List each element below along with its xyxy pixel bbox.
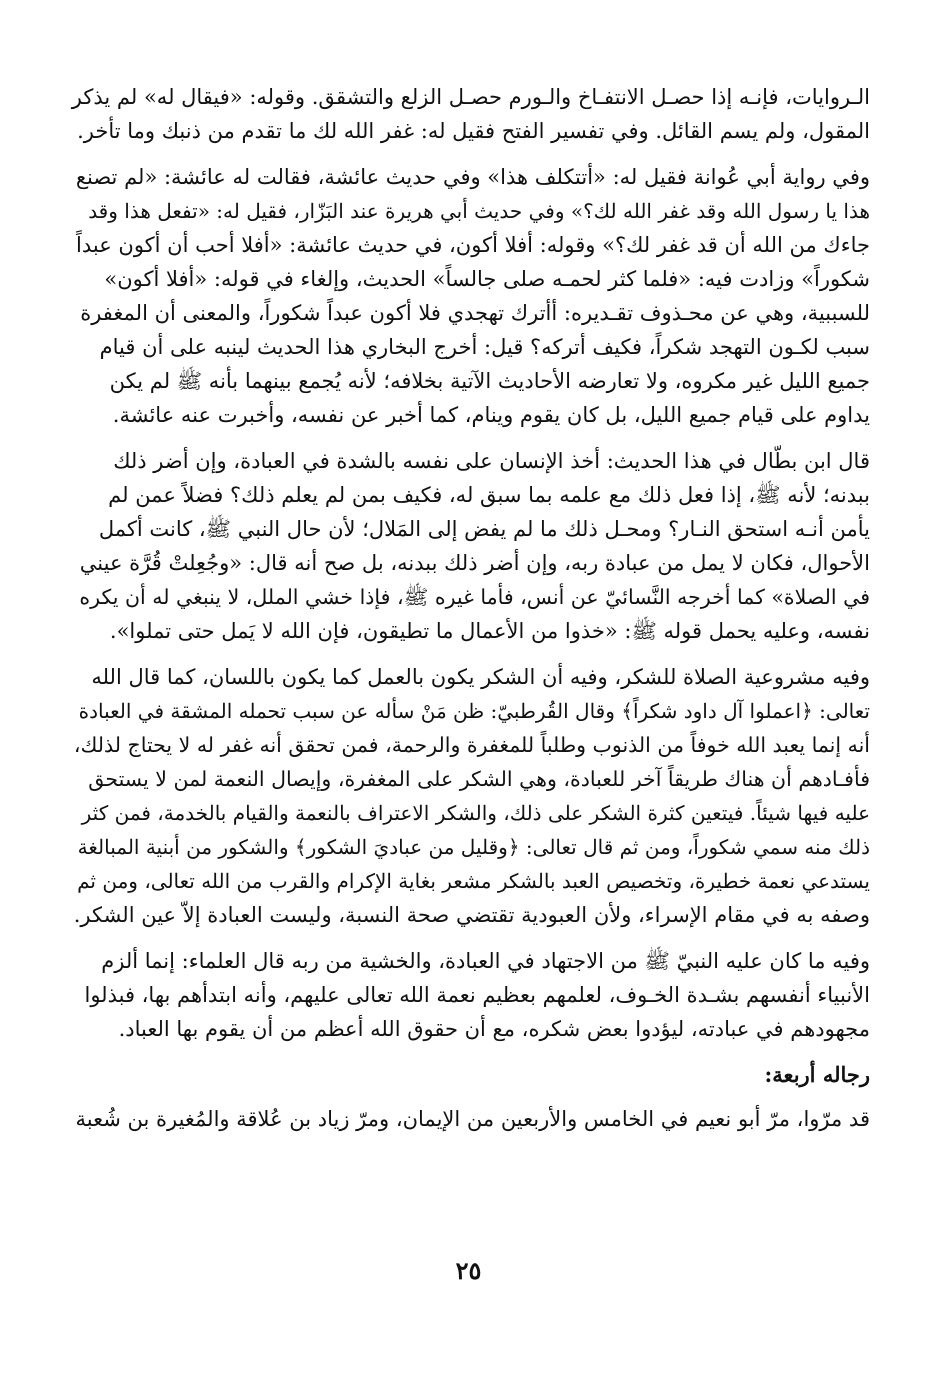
text-line: الأنبياء أنفسهم بشـدة الخـوف، لعلمهم بعظيم نعمة الله تعالى عليهم، وأنه ابتدأهم بها، فبذلوا: [84, 983, 870, 1007]
text-line: جاءك من الله أن قد غفر لك؟» وقوله: أفلا أكون، في حديث عائشة: «أفلا أحب أن أكون عبداً: [76, 233, 870, 257]
text-line: مجهودهم في عبادته، ليؤدوا بعض شكره، مع أن حقوق الله أعظم من أن يقوم بها العباد.: [118, 1017, 870, 1041]
text-line: سبب لكـون التهجد شكراً، فكيف أتركه؟ قيل: أخرج البخاري هذا الحديث لينبه على أن قيام: [99, 335, 870, 359]
text-line: يستدعي نعمة خطيرة، وتخصيص العبد بالشكر مشعر بغاية الإكرام والقرب من الله تعالى، ومن ثم: [77, 869, 870, 893]
body-text: [70, 80, 870, 1148]
text-line: المقول، ولم يسم القائل. وفي تفسير الفتح فقيل له: غفر الله لك ما تقدم من ذنبك وما تأخر.: [77, 119, 870, 143]
paragraph-3: [70, 444, 870, 648]
text-line: ذلك منه سمي شكوراً، ومن ثم قال تعالى: ﴿وقليل من عباديَ الشكور﴾ والشكور من أبنية المبالغة: [77, 835, 870, 859]
paragraph-2: [70, 160, 870, 432]
text-line: للسببية، وهي عن محـذوف تقـديره: أأترك تهجدي فلا أكون عبداً شكوراً، والمعنى أن المغفرة: [80, 301, 870, 325]
text-line: نفسه، وعليه يحمل قوله ﷺ: «خذوا من الأعمال ما تطيقون، فإن الله لا يَمل حتى تملوا».: [109, 619, 870, 643]
text-line: قد مرّوا، مرّ أبو نعيم في الخامس والأربعين من الإيمان، ومرّ زياد بن عُلاقة والمُغيرة بن شُعبة: [75, 1107, 870, 1131]
text-line: تعالى: ﴿اعملوا آل داود شكراً﴾ وقال القُرطبيّ: ظن مَنْ سأله عن سبب تحمله المشقة في العبادة: [78, 699, 870, 723]
paragraph-6: [70, 1102, 870, 1136]
text-line: ببدنه؛ لأنه ﷺ، إذا فعل ذلك مع علمه بما سبق له، فكيف بمن لم يعلم ذلك؟ فضلاً عمن لم: [108, 483, 870, 507]
text-line: يأمن أنـه استحق النـار؟ ومحـل ذلك ما لم يفض إلى المَلال؛ لأن حال النبي ﷺ، كانت أكمل: [98, 517, 870, 541]
text-line: فأفـادهم أن هناك طريقاً آخر للعبادة، وهي الشكر على المغفرة، وإيصال النعمة لمن لا يستحق: [88, 767, 870, 791]
text-line: الأحوال، فكان لا يمل من عبادة ربه، وإن أضر ذلك ببدنه، بل صح أنه قال: «وجُعِلتْ قُرَّة عيني: [79, 551, 870, 575]
text-line: وصفه به في مقام الإسراء، ولأن العبودية تقتضي صحة النسبة، وليست العبادة إلاّ عين الشكر.: [73, 903, 870, 927]
text-line: هذا يا رسول الله وقد غفر الله لك؟» وفي حديث أبي هريرة عند البَزّار، فقيل له: «تفعل هذا وقد: [88, 199, 870, 223]
paragraph-4: [70, 660, 870, 932]
text-line: الـروايات، فإنـه إذا حصـل الانتفـاخ والـورم حصـل الزلع والتشقق. وقوله: «فيقال له» لم يذكر: [71, 85, 870, 109]
section-heading: رجاله أربعة:: [764, 1062, 870, 1087]
text-line: وفي رواية أبي عُوانة فقيل له: «أتتكلف هذا» وفي حديث عائشة، فقالت له عائشة: «لم تصنع: [75, 165, 870, 189]
text-line: شكوراً» وزادت فيه: «فلما كثر لحمـه صلى جالساً» الحديث، وإلغاء في قوله: «أفلا أكون»: [104, 267, 870, 291]
page-number: ٢٥: [455, 1256, 482, 1285]
text-line: وفيه مشروعية الصلاة للشكر، وفيه أن الشكر يكون بالعمل كما يكون باللسان، كما قال الله: [91, 665, 870, 689]
paragraph-1: [70, 80, 870, 148]
paragraph-5: [70, 944, 870, 1046]
text-line: يداوم على قيام جميع الليل، بل كان يقوم وينام، كما أخبر عن نفسه، وأخبرت عنه عائشة.: [112, 403, 870, 427]
text-line: جميع الليل غير مكروه، ولا تعارضه الأحاديث الآتية بخلافه؛ لأنه يُجمع بينهما بأنه ﷺ لم يكن: [109, 369, 870, 393]
text-line: في الصلاة» كما أخرجه النَّسائيّ عن أنس، فأما غيره ﷺ، فإذا خشي الملل، لا ينبغي له أن يكره: [79, 585, 870, 609]
text-line: عليه فيها شيئاً. فيتعين كثرة الشكر على ذلك، والشكر الاعتراف بالنعمة والقيام بالخدمة، فمن كثر: [81, 801, 870, 825]
text-line: وفيه ما كان عليه النبيّ ﷺ من الاجتهاد في العبادة، والخشية من ربه قال العلماء: إنما ألزم: [101, 949, 870, 973]
text-line: قال ابن بطّال في هذا الحديث: أخذ الإنسان على نفسه بالشدة في العبادة، وإن أضر ذلك: [113, 449, 870, 473]
text-line: أنه إنما يعبد الله خوفاً من الذنوب وطلباً للمغفرة والرحمة، فمن تحقق أنه غفر له لا يحتاج لذلك،: [73, 733, 870, 757]
